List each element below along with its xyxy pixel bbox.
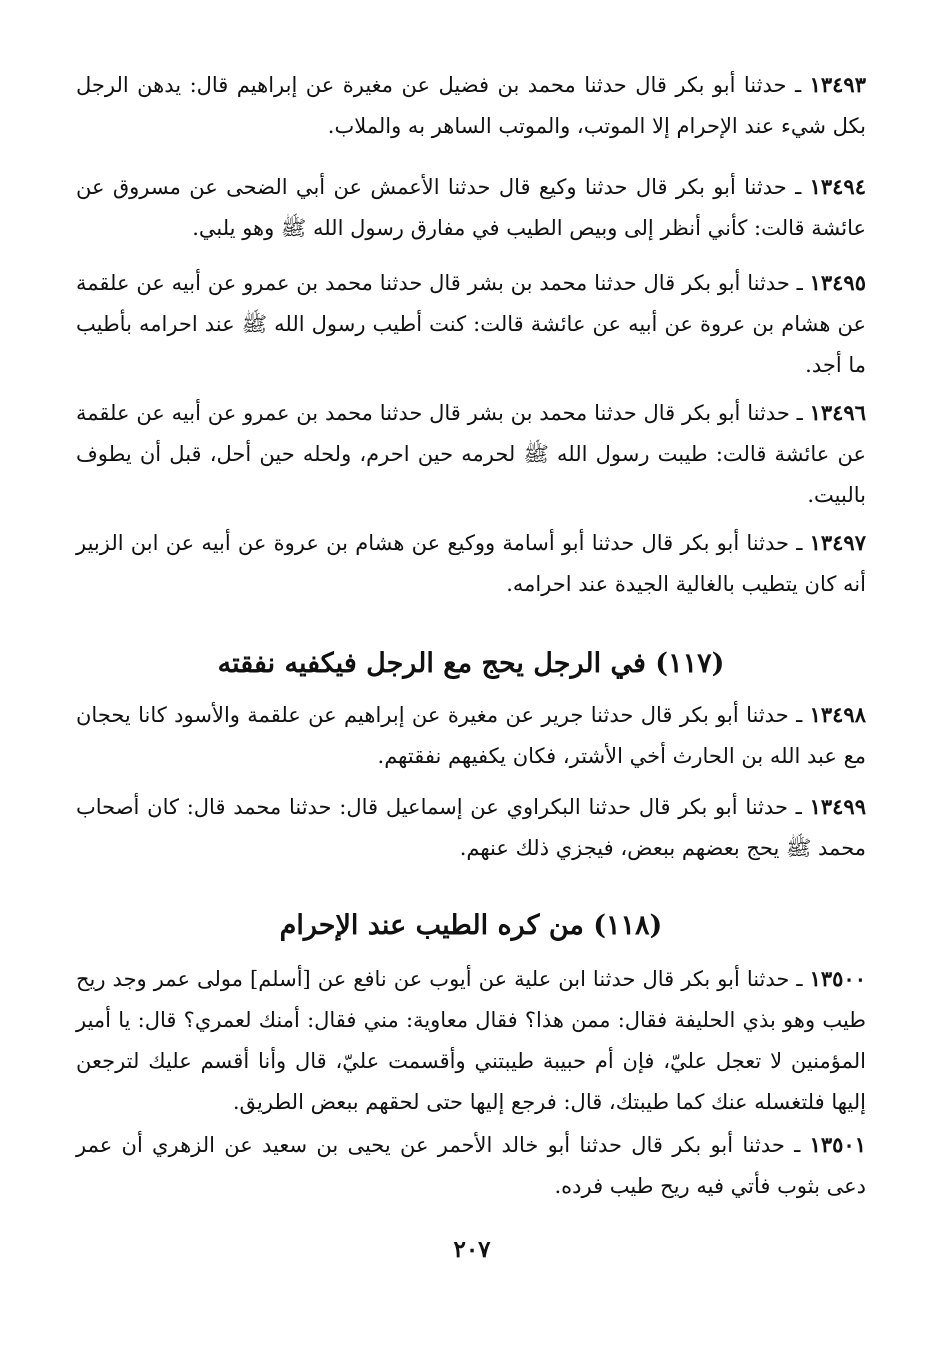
chapter-heading-117: (١١٧) في الرجل يحج مع الرجل فيكفيه نفقته bbox=[217, 648, 725, 679]
hadith-text: ـ حدثنا أبو بكر قال حدثنا جرير عن مغيرة عن إبراهيم عن علقمة والأسود كانا يحجان مع عبد الله بن الحارث أخي الأشتر، فكان يكفيهم نفقتهم. bbox=[76, 703, 866, 768]
hadith-13496 bbox=[76, 392, 866, 516]
hadith-number: ١٣٤٩٧ bbox=[809, 530, 866, 555]
hadith-13499 bbox=[76, 786, 866, 869]
hadith-number: ١٣٤٩٣ bbox=[809, 72, 866, 97]
hadith-text: ـ حدثنا أبو بكر قال حدثنا محمد بن بشر قال حدثنا محمد بن عمرو عن أبيه عن علقمة عن هشام بن عروة عن أبيه عن عائشة قالت: كنت أطيب رسول الله ﷺ عند احرامه بأطيب ما أجد. bbox=[76, 271, 866, 377]
hadith-13497 bbox=[76, 522, 866, 605]
hadith-number: ١٣٤٩٩ bbox=[809, 794, 866, 819]
hadith-text: ـ حدثنا أبو بكر قال حدثنا البكراوي عن إسماعيل قال: حدثنا محمد قال: كان أصحاب محمد ﷺ يحج بعضهم ببعض، فيجزي ذلك عنهم. bbox=[76, 795, 866, 860]
hadith-13500 bbox=[76, 958, 866, 1123]
hadith-number: ١٣٤٩٤ bbox=[809, 174, 866, 199]
hadith-13493 bbox=[76, 64, 866, 147]
hadith-13495 bbox=[76, 262, 866, 386]
hadith-text: ـ حدثنا أبو بكر قال حدثنا محمد بن فضيل عن مغيرة عن إبراهيم قال: يدهن الرجل بكل شيء عند الإحرام إلا الموتب، والموتب الساهر به والملاب. bbox=[76, 73, 866, 138]
hadith-number: ١٣٤٩٦ bbox=[809, 400, 866, 425]
chapter-heading-118: (١١٨) من كره الطيب عند الإحرام bbox=[279, 910, 663, 941]
hadith-13498 bbox=[76, 694, 866, 777]
hadith-text: ـ حدثنا أبو بكر قال حدثنا أبو أسامة ووكيع عن هشام بن عروة عن أبيه عن ابن الزبير أنه كان يتطيب بالغالية الجيدة عند احرامه. bbox=[76, 531, 866, 596]
hadith-number: ١٣٤٩٥ bbox=[809, 270, 866, 295]
hadith-number: ١٣٥٠٠ bbox=[809, 966, 866, 991]
page-number: ٢٠٧ bbox=[453, 1236, 491, 1263]
hadith-13501 bbox=[76, 1124, 866, 1207]
hadith-text: ـ حدثنا أبو بكر قال حدثنا وكيع قال حدثنا الأعمش عن أبي الضحى عن مسروق عن عائشة قالت: كأني أنظر إلى وبيص الطيب في مفارق رسول الله ﷺ وهو يلبي. bbox=[76, 175, 866, 240]
hadith-text: ـ حدثنا أبو بكر قال حدثنا ابن علية عن أيوب عن نافع عن [أسلم] مولى عمر وجد ريح طيب وهو بذي الحليفة فقال: ممن هذا؟ فقال معاوية: مني فقال: أمنك لعمري؟ قال: يا أمير المؤمنين لا تعجل عليّ، فإن أم حبيبة طيبتني وأقسمت عليّ، قال وأنا أقسم عليك لترجعن إليها فلتغسله عنك كما طيبتك، قال: فرجع إليها حتى لحقهم ببعض الطريق. bbox=[76, 967, 866, 1114]
hadith-13494 bbox=[76, 166, 866, 249]
hadith-number: ١٣٤٩٨ bbox=[809, 702, 866, 727]
hadith-number: ١٣٥٠١ bbox=[809, 1132, 866, 1157]
hadith-text: ـ حدثنا أبو بكر قال حدثنا محمد بن بشر قال حدثنا محمد بن عمرو عن أبيه عن علقمة عن عائشة قالت: طيبت رسول الله ﷺ لحرمه حين احرم، ولحله حين أحل، قبل أن يطوف بالبيت. bbox=[76, 401, 866, 507]
hadith-text: ـ حدثنا أبو بكر قال حدثنا أبو خالد الأحمر عن يحيى بن سعيد عن الزهري أن عمر دعى بثوب فأتي فيه ريح طيب فرده. bbox=[76, 1133, 866, 1198]
